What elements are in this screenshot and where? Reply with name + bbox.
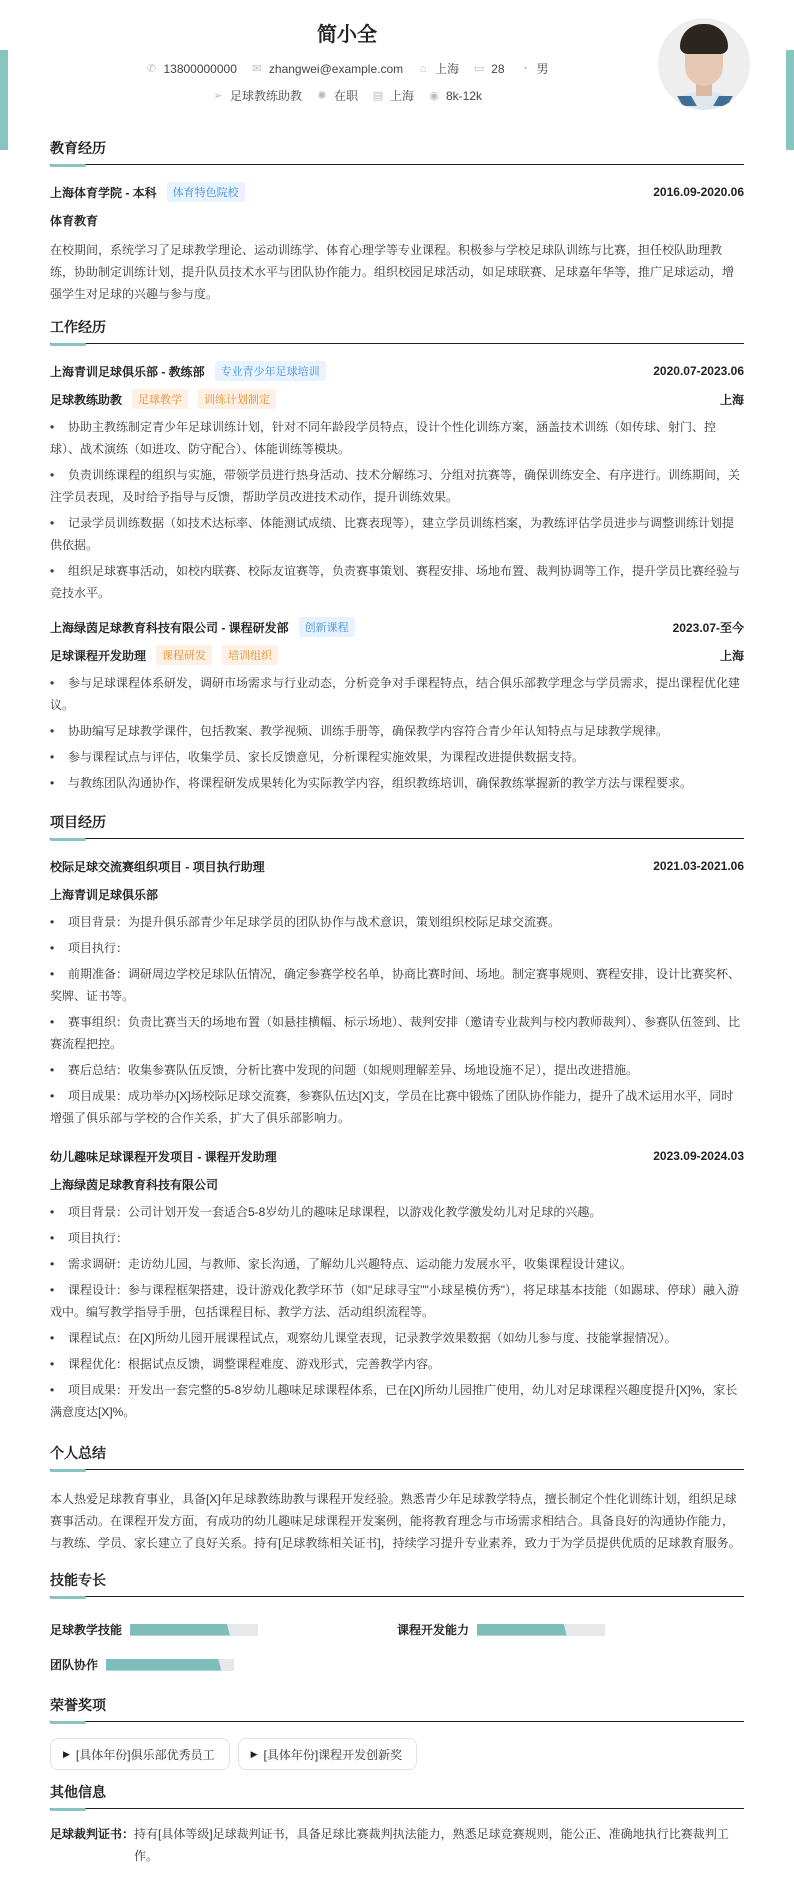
section-title: 工作经历: [50, 317, 744, 344]
intent-position: ➢ 足球教练助教: [213, 89, 302, 103]
other-label: 足球裁判证书：: [50, 1827, 135, 1841]
skill-bar: [477, 1624, 605, 1636]
summary-text: 本人热爱足球教育事业，具备[X]年足球教练助教与课程开发经验。熟悉青少年足球教学特点，擅长制定个性化训练计划，组织足球赛事活动。在课程开发方面，有成功的幼儿趣味足球课程开发案例，能将教育理念与市场需求相结合。具备良好的沟通协作能力，与教练、学员、家长建立了良好关系。持有[足球教练相关证书]，持续学习提升专业素养，致力于为学员提供优质的足球教育服务。: [50, 1492, 741, 1550]
building-icon: ▤: [372, 90, 384, 102]
gender-icon: ◔: [521, 62, 528, 75]
work-section: [50, 317, 744, 794]
avatar: [658, 18, 750, 110]
award-item[interactable]: ▶ [具体年份]课程开发创新奖: [238, 1738, 418, 1770]
section-title: 教育经历: [50, 138, 744, 165]
project-org: 上海青训足球俱乐部: [50, 887, 159, 902]
company-name: 上海绿茵足球教育科技有限公司 - 课程研发部: [50, 620, 289, 635]
list-item: • 前期准备：调研周边学校足球队伍情况，确定参赛学校名单，协商比赛时间、场地。制定赛事规则、赛程安排，设计比赛奖杯、奖牌、证书等。: [50, 967, 741, 1003]
list-item: • 项目成果：开发出一套完整的5-8岁幼儿趣味足球课程体系，已在[X]所幼儿园推广使用，幼儿对足球课程兴趣度提升[X]%，家长满意度达[X]%。: [50, 1383, 738, 1419]
section-title: 其他信息: [50, 1782, 744, 1809]
awards-section: [50, 1695, 744, 1770]
project-entry: [50, 1145, 744, 1423]
list-item: • 赛后总结：收集参赛队伍反馈，分析比赛中发现的问题（如规则理解差异、场地设施不足），提出改进措施。: [50, 1063, 639, 1077]
project-name: 校际足球交流赛组织项目 - 项目执行助理: [50, 859, 265, 874]
list-item: • 课程优化：根据试点反馈，调整课程难度、游戏形式，完善教学内容。: [50, 1357, 441, 1371]
list-item: • 赛事组织：负责比赛当天的场地布置（如悬挂横幅、标示场地）、裁判安排（邀请专业裁判与校内教师裁判）、参赛队伍签到、比赛流程把控。: [50, 1015, 741, 1051]
project-date: 2023.09-2024.03: [653, 1149, 744, 1163]
skill-label: 课程开发能力: [397, 1623, 470, 1637]
projects-section: [50, 812, 744, 1423]
contact-phone: ✆ 13800000000: [146, 61, 237, 76]
mail-icon: ✉: [252, 63, 262, 75]
contact-gender: ◔ 男: [519, 60, 549, 77]
skill-item: [397, 1621, 744, 1638]
job-role: 足球教练助教: [50, 392, 123, 407]
project-name: 幼儿趣味足球课程开发项目 - 课程开发助理: [50, 1149, 277, 1164]
section-title: 技能专长: [50, 1570, 744, 1597]
intent-status: ✺ 在职: [317, 89, 358, 103]
skill-label: 团队协作: [50, 1658, 99, 1672]
other-item: [50, 1823, 744, 1867]
contact-city: ⌂ 上海: [417, 60, 459, 77]
work-date: 2023.07-至今: [672, 620, 744, 635]
education-description: 在校期间，系统学习了足球教学理论、运动训练学、体育心理学等专业课程。积极参与学校足球队训练与比赛，担任校队助理教练，协助制定训练计划，提升队员技术水平与团队协作能力。组织校园足球活动，如足球联赛、足球嘉年华等，推广足球运动，增强学生对足球的兴趣与参与度。: [50, 243, 735, 301]
work-location: 上海: [719, 392, 744, 407]
work-entry: [50, 360, 744, 604]
other-section: [50, 1782, 744, 1867]
skill-label: 足球教学技能: [50, 1623, 123, 1637]
role-tag: 训练计划制定: [198, 389, 276, 409]
list-item: • 协助主教练制定青少年足球训练计划，针对不同年龄段学员特点，设计个性化训练方案，涵盖技术训练（如传球、射门、控球）、战术演练（如进攻、防守配合）、体能训练等模块。: [50, 420, 717, 456]
list-item: • 与教练团队沟通协作，将课程研发成果转化为实际教学内容，组织教练培训，确保教练掌握新的教学方法与课程要求。: [50, 776, 693, 790]
education-date: 2016.09-2020.06: [653, 185, 744, 199]
project-date: 2021.03-2021.06: [653, 859, 744, 873]
resume-header: [50, 0, 744, 130]
section-title: 荣誉奖项: [50, 1695, 744, 1722]
list-item: • 记录学员训练数据（如技术达标率、体能测试成绩、比赛表现等），建立学员训练档案，为教练评估学员进步与调整训练计划提供依据。: [50, 516, 735, 552]
school-name: 上海体育学院 - 本科: [50, 185, 157, 200]
list-item: • 需求调研：走访幼儿园，与教师、家长沟通，了解幼儿兴趣特点、运动能力发展水平，收集课程设计建议。: [50, 1257, 633, 1271]
education-section: [50, 138, 744, 305]
list-item: • 课程设计：参与课程框架搭建，设计游戏化教学环节（如"足球寻宝""小球星模仿秀"），将足球基本技能（如踢球、停球）融入游戏中。编写教学指导手册，包括课程目标、教学方法、活动组织流程等。: [50, 1283, 740, 1319]
skill-item: [50, 1621, 397, 1638]
other-value: 持有[具体等级]足球裁判证书，具备足球比赛裁判执法能力，熟悉足球竞赛规则，能公正、准确地执行比赛裁判工作。: [134, 1827, 729, 1863]
skills-section: [50, 1570, 744, 1673]
list-item: • 参与足球课程体系研发，调研市场需求与行业动态，分析竞争对手课程特点，结合俱乐部教学理念与学员需求，提出课程优化建议。: [50, 676, 741, 712]
skill-bar: [106, 1659, 234, 1671]
education-entry: [50, 181, 744, 305]
major: 体育教育: [50, 213, 99, 228]
summary-section: [50, 1443, 744, 1554]
status-icon: ✺: [317, 90, 327, 102]
role-tag: 培训组织: [222, 645, 278, 665]
intent-salary: ◉ 8k-12k: [429, 88, 483, 103]
section-title: 项目经历: [50, 812, 744, 839]
work-location: 上海: [719, 648, 744, 663]
list-item: • 项目背景：为提升俱乐部青少年足球学员的团队协作与战术意识，策划组织校际足球交流赛。: [50, 915, 561, 929]
send-icon: ➢: [213, 90, 223, 102]
job-intent-row: [50, 87, 744, 104]
candidate-name: 简小全: [317, 24, 377, 46]
company-name: 上海青训足球俱乐部 - 教练部: [50, 364, 205, 379]
contact-age: ▭ 28: [473, 61, 505, 76]
triangle-right-icon: ▶: [63, 1748, 70, 1759]
home-icon: ⌂: [419, 62, 427, 75]
section-title: 个人总结: [50, 1443, 744, 1470]
list-item: • 项目成果：成功举办[X]场校际足球交流赛，参赛队伍达[X]支，学员在比赛中锻炼了团队协作能力，提升了战术运用水平，同时增强了俱乐部与学校的合作关系，扩大了俱乐部影响力。: [50, 1089, 734, 1125]
intent-city: ▤ 上海: [372, 89, 414, 103]
role-tag: 足球教学: [132, 389, 188, 409]
job-role: 足球课程开发助理: [50, 648, 147, 663]
age-icon: ▭: [473, 63, 485, 75]
work-entry: [50, 616, 744, 794]
triangle-right-icon: ▶: [250, 1748, 258, 1759]
salary-icon: ◉: [429, 90, 439, 102]
skill-item: [50, 1656, 397, 1673]
company-tag: 创新课程: [299, 617, 355, 637]
list-item: • 项目背景：公司计划开发一套适合5-8岁幼儿的趣味足球课程，以游戏化教学激发幼儿对足球的兴趣。: [50, 1205, 602, 1219]
company-tag: 专业青少年足球培训: [215, 361, 326, 381]
project-org: 上海绿茵足球教育科技有限公司: [50, 1177, 219, 1192]
award-item[interactable]: ▶ [具体年份]俱乐部优秀员工: [50, 1738, 230, 1770]
project-entry: [50, 855, 744, 1129]
list-item: • 课程试点：在[X]所幼儿园开展课程试点，观察幼儿课堂表现，记录教学效果数据（如幼儿参与度、技能掌握情况）。: [50, 1331, 677, 1345]
list-item: • 参与课程试点与评估，收集学员、家长反馈意见，分析课程实施效果，为课程改进提供数据支持。: [50, 750, 585, 764]
work-date: 2020.07-2023.06: [653, 364, 744, 378]
school-tag: 体育特色院校: [167, 182, 245, 202]
contact-row: [50, 60, 744, 77]
contact-email: ✉ zhangwei@example.com: [252, 61, 404, 76]
skill-bar: [130, 1624, 258, 1636]
list-item: • 负责训练课程的组织与实施，带领学员进行热身活动、技术分解练习、分组对抗赛等，确保训练安全、有序进行。训练期间，关注学员表现，及时给予指导与反馈，帮助学员改进技术动作，提升训练效果。: [50, 468, 741, 504]
list-item: • 项目执行：: [50, 941, 129, 955]
role-tag: 课程研发: [156, 645, 212, 665]
list-item: • 项目执行：: [50, 1231, 129, 1245]
list-item: • 协助编写足球教学课件，包括教案、教学视频、训练手册等，确保教学内容符合青少年认知特点与足球教学规律。: [50, 724, 669, 738]
phone-icon: ✆: [146, 63, 157, 75]
list-item: • 组织足球赛事活动，如校内联赛、校际友谊赛等，负责赛事策划、赛程安排、场地布置、裁判协调等工作，提升学员比赛经验与竞技水平。: [50, 564, 741, 600]
